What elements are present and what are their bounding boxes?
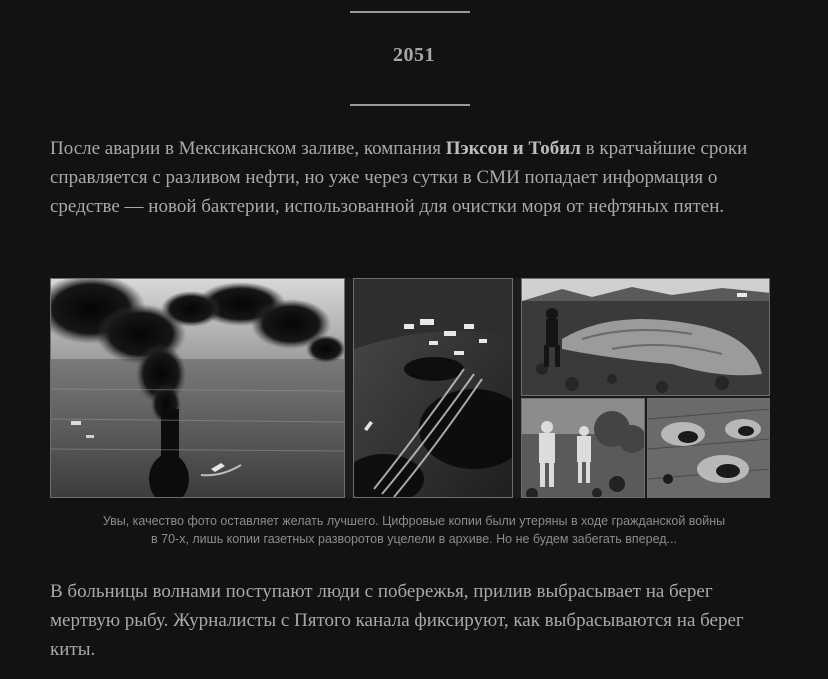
paragraph-text-before: После аварии в Мексиканском заливе, компания <box>50 138 446 159</box>
section-year-heading: 2051 <box>393 44 435 66</box>
oil-fire-smoke-photo <box>50 278 345 498</box>
dead-birds-photo <box>647 398 770 498</box>
beached-whale-photo <box>521 278 770 396</box>
caption-line-2: в 70-х, лишь копии газетных разворотов уцелели в архиве. Но не будем забегать вперед... <box>151 532 677 546</box>
cleanup-workers-photo <box>521 398 645 498</box>
paragraph-text-after: в кратчайшие сроки справляется с разливом нефти, но уже через сутки в СМИ попадает информация о средстве — новой бактерии, использованной для очистки моря от нефтяных пятен. <box>50 138 748 217</box>
section-divider-bottom <box>350 104 470 106</box>
photo-collage <box>50 278 770 498</box>
collage-caption <box>40 512 788 548</box>
article-paragraph-intro <box>50 134 780 221</box>
article-paragraph-hospitals: В больницы волнами поступают люди с побережья, прилив выбрасывает на берег мертвую рыбу. Журналисты с Пятого канала фиксируют, как выбрасываются на берег киты. <box>50 581 744 660</box>
section-divider-top <box>350 11 470 13</box>
company-name: Пэксон и Тобил <box>445 138 581 159</box>
caption-line-1: Увы, качество фото оставляет желать лучшего. Цифровые копии были утеряны в ходе гражданской войны <box>102 514 726 528</box>
oil-spill-boats-aerial-photo <box>353 278 513 498</box>
